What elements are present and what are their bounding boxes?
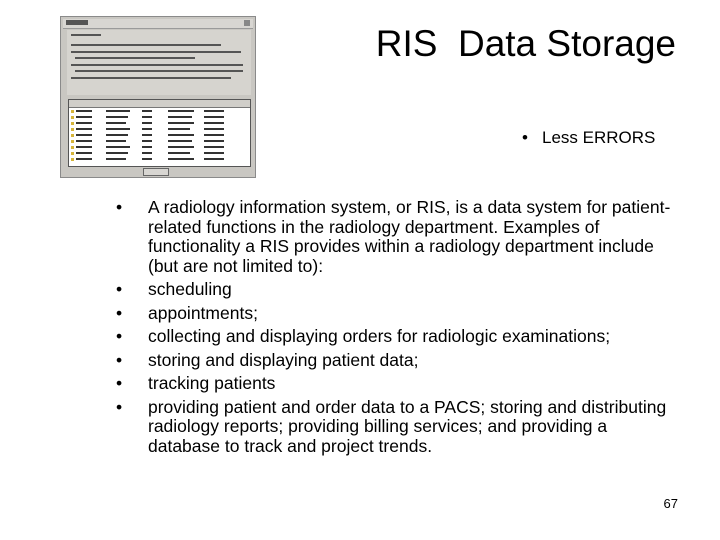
- thumbnail-text-line: [71, 51, 241, 53]
- thumbnail-text-line: [71, 77, 231, 79]
- thumbnail-grid-row: [70, 128, 249, 131]
- bullet-item: • tracking patients: [112, 374, 682, 394]
- thumbnail-grid-row: [70, 110, 249, 113]
- thumbnail-grid-row: [70, 146, 249, 149]
- thumbnail-window-title: [66, 20, 88, 25]
- thumbnail-grid-row: [70, 122, 249, 125]
- thumbnail-text-line: [71, 34, 101, 36]
- thumbnail-data-grid: [68, 99, 251, 167]
- bullet-item: • providing patient and order data to a PACS; storing and distributing radiology reports; providing billing services; and providing a database to track and project trends.: [112, 398, 682, 457]
- slide-title: RIS Data Storage: [375, 23, 676, 64]
- side-bullet: [522, 126, 655, 150]
- bullet-item: • storing and displaying patient data;: [112, 351, 682, 371]
- side-bullet-text: Less ERRORS: [542, 128, 656, 147]
- thumbnail-window-titlebar: [63, 19, 253, 29]
- thumbnail-text-line: [75, 57, 195, 59]
- thumbnail-text-line: [71, 64, 243, 66]
- thumbnail-instructions-panel: [67, 30, 251, 95]
- thumbnail-ok-button: [143, 168, 169, 176]
- page-number: 67: [663, 496, 678, 511]
- close-icon: [244, 20, 250, 26]
- bullet-item: • appointments;: [112, 304, 682, 324]
- bullet-item: • A radiology information system, or RIS, is a data system for patient-related functions in the radiology department. Examples of functionality a RIS provides within a radiology department include (but are not limited to):: [112, 198, 682, 276]
- thumbnail-text-line: [75, 70, 243, 72]
- thumbnail-grid-row: [70, 134, 249, 137]
- bullet-item: • scheduling: [112, 280, 682, 300]
- thumbnail-text-line: [71, 44, 221, 46]
- thumbnail-grid-row: [70, 116, 249, 119]
- ris-screenshot-thumbnail: [60, 16, 256, 178]
- thumbnail-grid-header: [69, 100, 250, 108]
- thumbnail-grid-row: [70, 140, 249, 143]
- bullet-item: • collecting and displaying orders for radiologic examinations;: [112, 327, 682, 347]
- thumbnail-grid-row: [70, 158, 249, 161]
- thumbnail-grid-row: [70, 152, 249, 155]
- bullet-list: [112, 198, 682, 460]
- bullet-marker: •: [522, 128, 528, 147]
